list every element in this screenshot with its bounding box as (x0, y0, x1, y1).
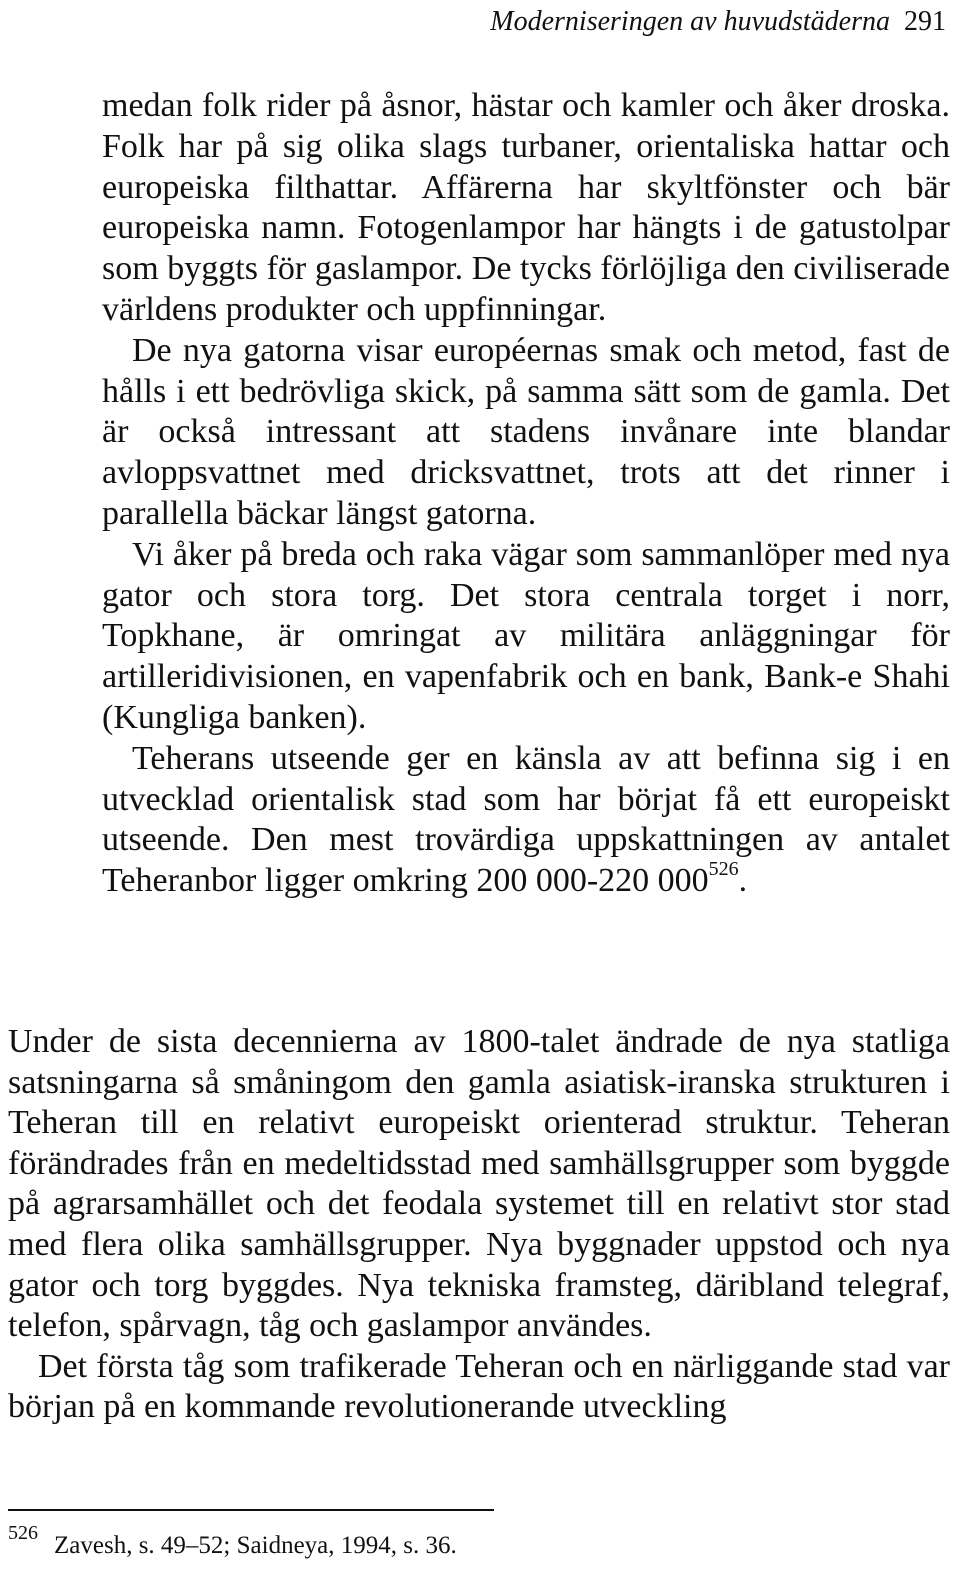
footnote-separator (8, 1509, 494, 1511)
body-text (8, 1022, 950, 1428)
block-quote (102, 86, 950, 902)
quote-paragraph-text: Teherans utseende ger en känsla av att befinna sig i en utvecklad orientalisk stad som har börjat få ett europeiskt utseende. Den mest trovärdiga uppskattningen av antalet Teheranbor ligger omkring 200 000-220 000 (102, 739, 950, 900)
footnote-number: 526 (8, 1522, 38, 1544)
footnote-text: Zavesh, s. 49–52; Saidneya, 1994, s. 36. (54, 1532, 457, 1559)
quote-paragraph (102, 739, 950, 902)
body-paragraph: Det första tåg som trafikerade Teheran och en närliggande stad var början på en kommande revolutionerande utveckling (8, 1347, 950, 1426)
quote-paragraph-end: . (738, 862, 748, 900)
quote-paragraph: Vi åker på breda och raka vägar som sammanlöper med nya gator och stora torg. Det stora centrala torget i norr, Topkhane, är omringat av militära anläggningar för artilleridivisionen, en vapenfabrik och en bank, Bank-e Shahi (Kungliga banken). (102, 535, 950, 736)
footnote (8, 1522, 457, 1566)
body-paragraph: Under de sista decennierna av 1800-talet ändrade de nya statliga satsningarna så småningom den gamla asiatisk-iranska strukturen i Teheran till en relativt europeiskt orienterad struktur. Teheran förändrades från en medeltidsstad med samhällsgrupper som byggde på agrarsamhället och det feodala systemet till en relativt stor stad med flera olika samhällsgrupper. Nya byggnader uppstod och nya gator och torg byggdes. Nya tekniska framsteg, däribland telegraf, telefon, spårvagn, tåg och gaslampor användes. (8, 1023, 950, 1345)
page-number: 291 (904, 6, 946, 37)
quote-paragraph: medan folk rider på åsnor, hästar och kamler och åker droska. Folk har på sig olika slags turbaner, orientaliska hattar och europeiska filthattar. Affärerna har skyltfönster och bär europeiska namn. Fotogenlampor har hängts i de gatustolpar som byggts för gaslampor. De tycks förlöjliga den civiliserade världens produkter och uppfinningar. (102, 87, 950, 328)
running-header (490, 4, 946, 40)
footnote-reference[interactable]: 526 (708, 858, 739, 881)
quote-paragraph: De nya gatorna visar européernas smak och metod, fast de hålls i ett bedrövliga skick, på samma sätt som de gamla. Det är också intressant att stadens invånare inte blandar avloppsvattnet med dricksvattnet, trots att det rinner i parallella bäckar längst gatorna. (102, 331, 950, 532)
running-title: Moderniseringen av huvudstäderna (490, 6, 890, 37)
